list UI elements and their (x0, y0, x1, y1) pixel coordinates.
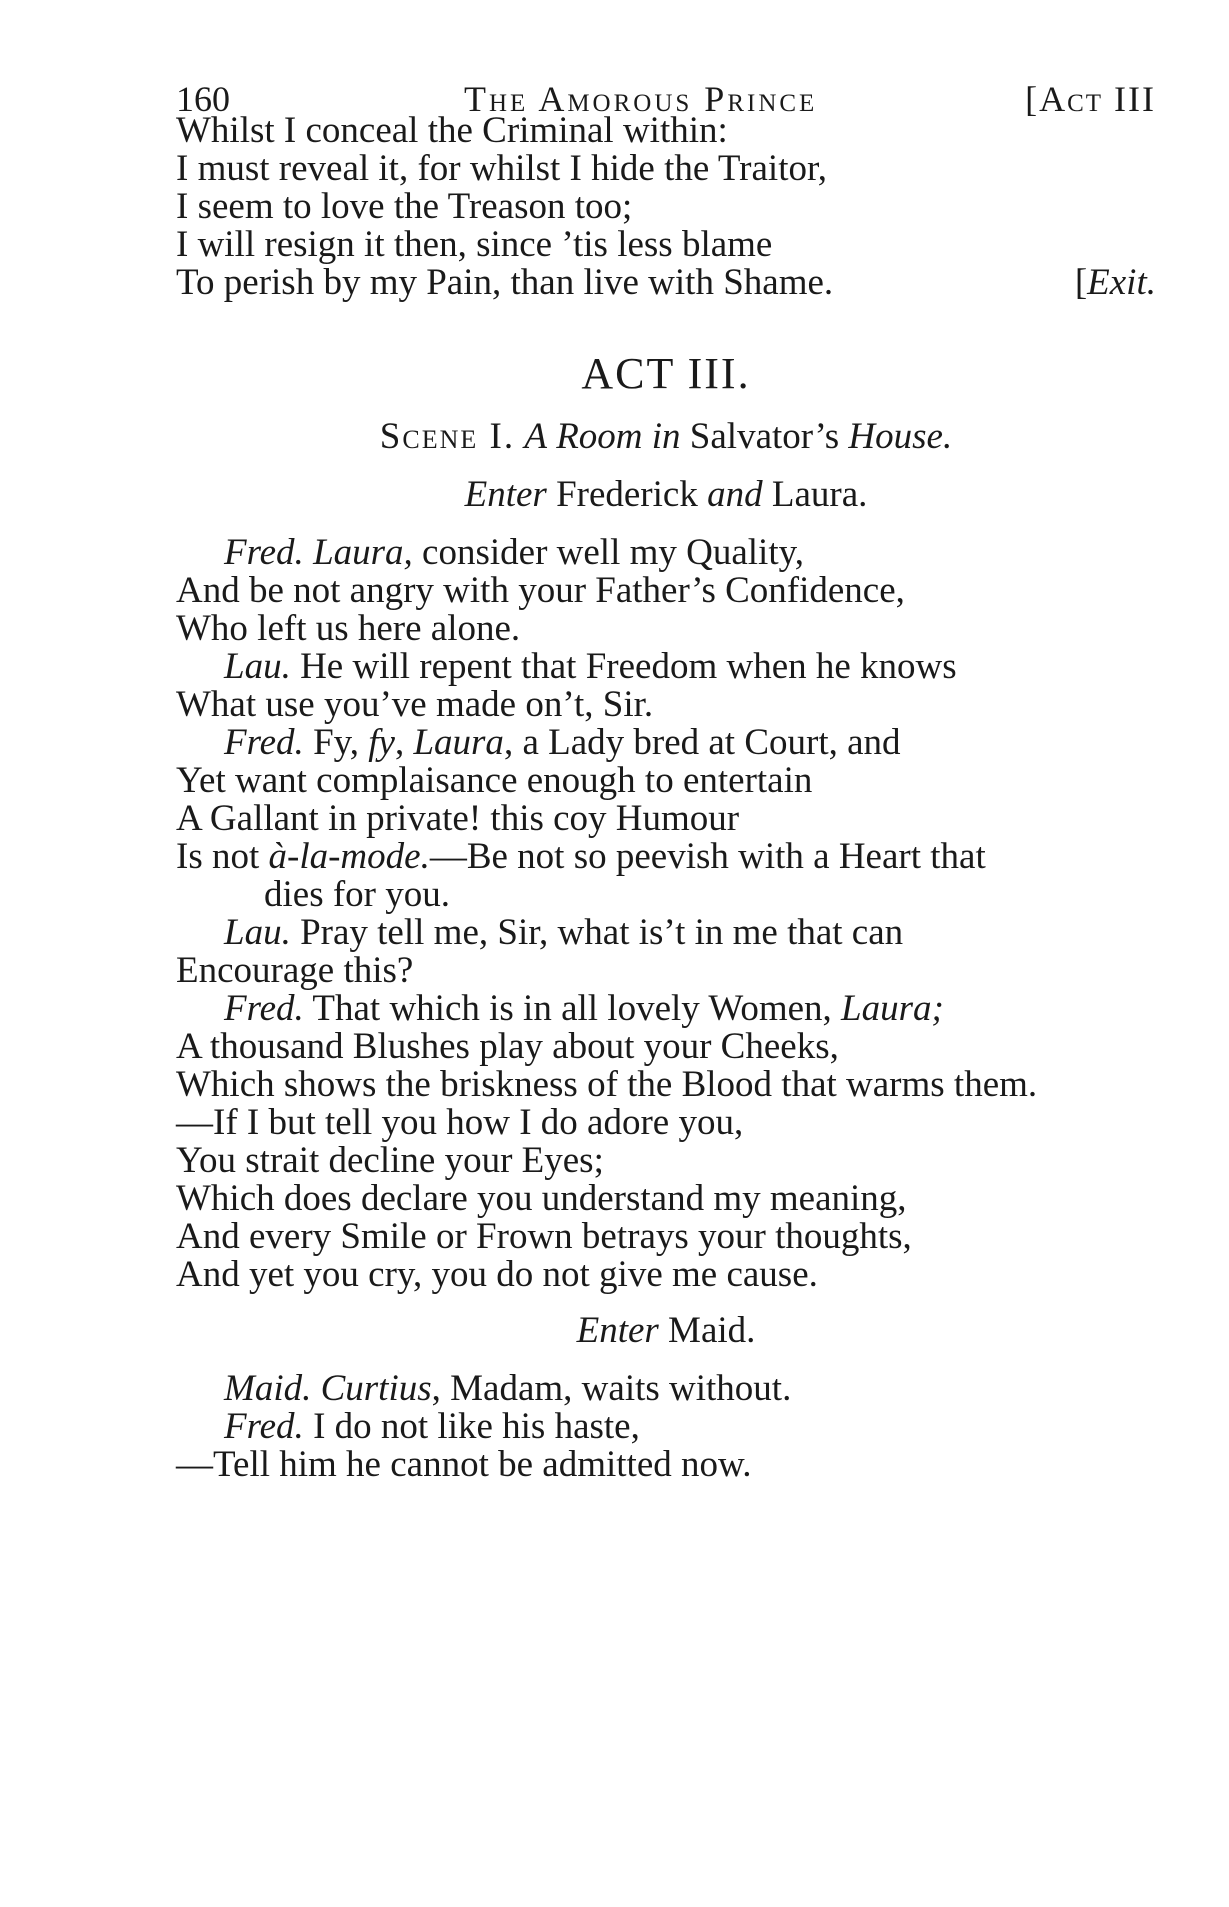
addressee-name: Laura (413, 722, 504, 763)
speech-line: Yet want complaisance enough to entertain (176, 760, 813, 801)
stage-direction-enter (176, 476, 1156, 513)
addressee-name: Laura, (313, 532, 413, 573)
speech-text: Pray tell me, Sir, what is’t in me that can (290, 912, 904, 953)
speaker-name: Lau. (224, 646, 291, 687)
act-marker: [Act III (1025, 79, 1156, 119)
scene-text: A (524, 416, 547, 457)
speech-line: A thousand Blushes play about your Cheeks, (176, 1026, 839, 1067)
stage-direction-enter-maid (176, 1312, 1156, 1349)
verse-line: Whilst I conceal the Criminal within: (176, 110, 728, 151)
speech-text: He will repent that Freedom when he knows (290, 646, 957, 687)
verse-line: I will resign it then, since ’tis less blame (176, 224, 773, 265)
speech-line: You strait decline your Eyes; (176, 1140, 604, 1181)
speech-line (224, 648, 957, 685)
speech-text: —Be not so peevish with a Heart that (429, 836, 986, 877)
scene-number: Scene I. (379, 416, 516, 457)
scene-text: Room (556, 416, 643, 457)
speech-line: dies for you. (264, 874, 450, 915)
enter-word: Enter (576, 1310, 659, 1351)
speech-line: —If I but tell you how I do adore you, (176, 1102, 744, 1143)
speaker-name: Maid. (224, 1368, 312, 1409)
exit-direction (1075, 264, 1156, 301)
speech-line: Who left us here alone. (176, 608, 521, 649)
speech-text: I do not like his haste, (303, 1406, 640, 1447)
verse-line: To perish by my Pain, than live with Shame. (176, 262, 834, 303)
speech-text: That which is in all lovely Women, (303, 988, 842, 1029)
speech-line: And yet you cry, you do not give me cause. (176, 1254, 818, 1295)
speech-text: , Madam, waits without. (431, 1368, 792, 1409)
speech-text: Is not (176, 836, 269, 877)
speech-text: consider well my Quality, (412, 532, 804, 573)
speech-text: , a Lady bred at Court, and (503, 722, 901, 763)
speech-line (176, 838, 986, 875)
speaker-name: Fred. (224, 988, 304, 1029)
speech-line (224, 990, 944, 1027)
speaker-name: Fred. (224, 532, 304, 573)
character-name: Laura. (771, 474, 868, 515)
scene-text: in (651, 416, 681, 457)
speech-line: And every Smile or Frown betrays your thoughts, (176, 1216, 912, 1257)
speech-line: And be not angry with your Father’s Confidence, (176, 570, 905, 611)
speech-line: Encourage this? (176, 950, 414, 991)
speech-text: Fy, (303, 722, 369, 763)
speech-line (224, 1408, 640, 1445)
speech-line: Which shows the briskness of the Blood that warms them. (176, 1064, 1038, 1105)
enter-word: Enter (464, 474, 547, 515)
exit-word: Exit. (1087, 262, 1156, 303)
character-name: Maid. (668, 1310, 756, 1351)
scene-text: House. (848, 416, 953, 457)
speech-line: Which does declare you understand my meaning, (176, 1178, 907, 1219)
scene-name: Salvator’s (689, 416, 840, 457)
act-heading: ACT III. (581, 349, 751, 398)
speaker-name: Lau. (224, 912, 291, 953)
speech-line (224, 534, 804, 571)
speech-line: What use you’ve made on’t, Sir. (176, 684, 654, 725)
exit-bracket: [ (1074, 262, 1088, 303)
scene-heading (176, 418, 1156, 455)
speech-line: —Tell him he cannot be admitted now. (176, 1444, 752, 1485)
speaker-name: Fred. (224, 722, 304, 763)
and-word: and (707, 474, 763, 515)
running-title: The Amorous Prince (464, 79, 818, 119)
speech-text: à-la-mode. (268, 836, 430, 877)
page-number: 160 (176, 79, 230, 119)
speech-line (224, 724, 901, 761)
verse-line: I must reveal it, for whilst I hide the Traitor, (176, 148, 828, 189)
speech-line: A Gallant in private! this coy Humour (176, 798, 740, 839)
speech-line (224, 1370, 791, 1407)
verse-line: I seem to love the Treason too; (176, 186, 633, 227)
addressee-name: Laura; (841, 988, 944, 1029)
character-name: Curtius (320, 1368, 432, 1409)
speech-text: , (394, 722, 414, 763)
speech-text: fy (368, 722, 395, 763)
speech-line (224, 914, 903, 951)
speaker-name: Fred. (224, 1406, 304, 1447)
character-name: Frederick (556, 474, 698, 515)
